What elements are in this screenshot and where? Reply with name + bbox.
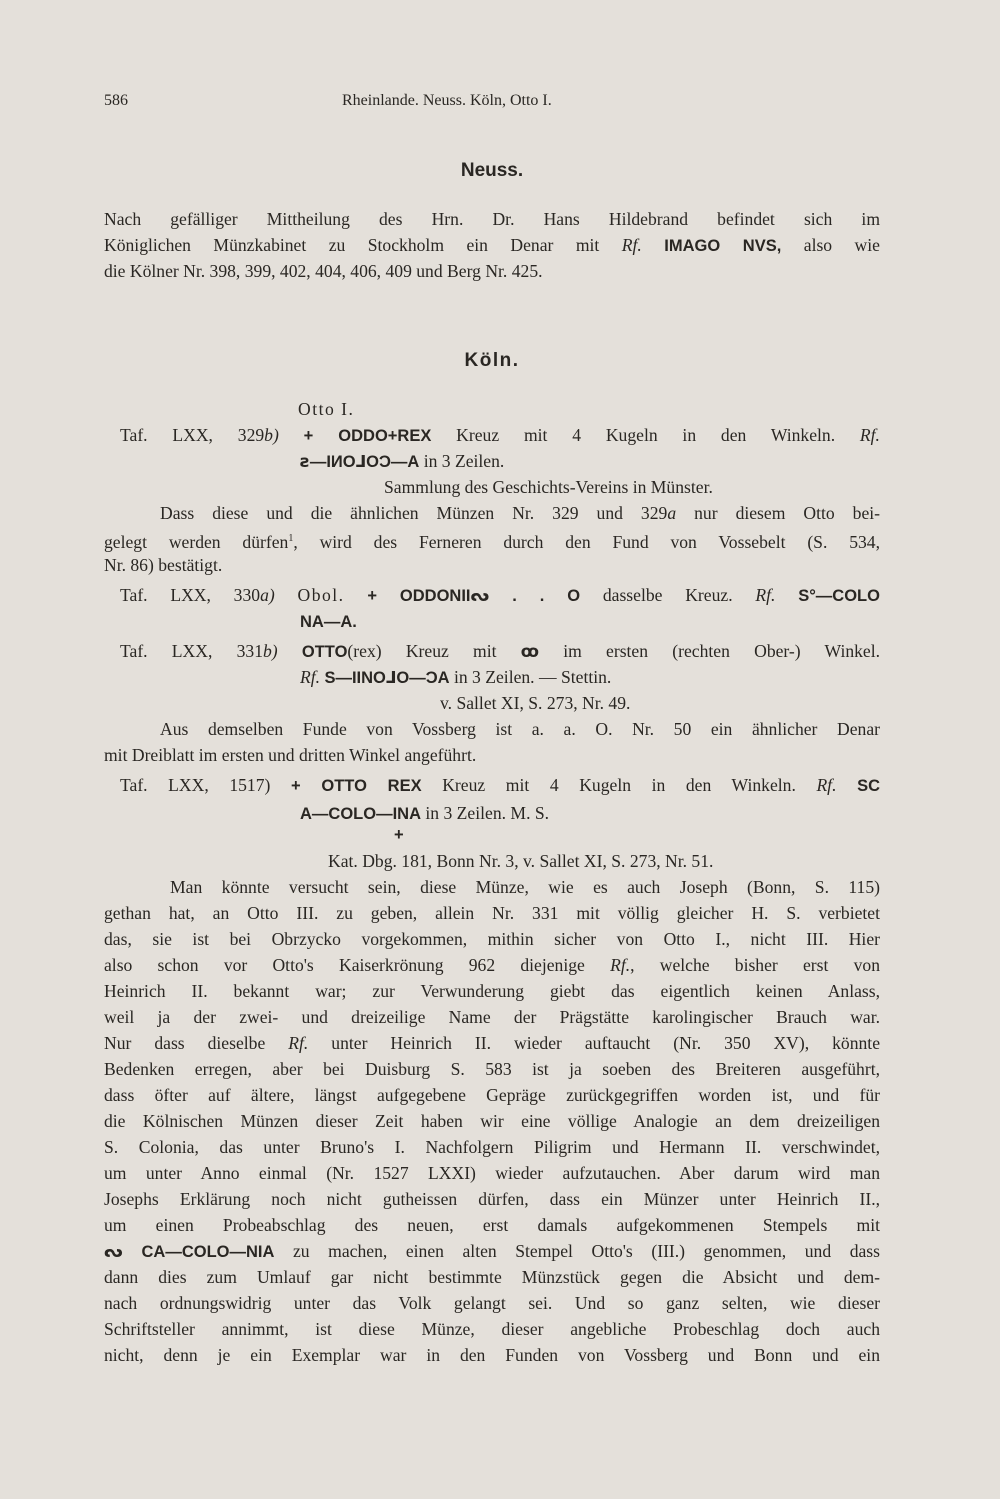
subheading-otto: Otto I. (298, 399, 355, 419)
text-line: um einen Probeabschlag des neuen, erst damals aufgekommenen Stempels mit (104, 1215, 880, 1235)
text-line: dass öfter auf ältere, längst aufgegebene Gepräge zurückgegriffen worden ist, und für (104, 1085, 880, 1105)
text-line: weil ja der zwei- und dreizeilige Name der Prägstätte karolingischer Brauch war. (104, 1007, 880, 1027)
running-title: Rheinlande. Neuss. Köln, Otto I. (342, 92, 552, 109)
text-line: um unter Anno einmal (Nr. 1527 LXXI) wieder aufzutauchen. Aber darum wird man (104, 1163, 880, 1183)
coin-legend: + ODDO+REX (303, 427, 432, 445)
running-header (104, 88, 880, 114)
text-line: Schriftsteller annimmt, ist diese Münze, dieser angebliche Probeschlag doch auch (104, 1319, 880, 1339)
coin-entry-331: Taf. LXX, 331b) OTTO(rex) Kreuz mit ꝏ im ersten (rechten Ober-) Winkel. (120, 641, 880, 661)
coin-legend: S—IINO⅃O—ƆA (324, 669, 450, 687)
text-line: S. Colonia, das unter Bruno's I. Nachfolgern Piligrim und Hermann II. verschwindet, (104, 1137, 880, 1157)
page-number: 586 (104, 92, 128, 109)
text-line: Nr. 86) bestätigt. (104, 555, 223, 575)
text-line: Josephs Erklärung noch nicht gutheissen dürfen, dass ein Münzer unter Heinrich II., (104, 1189, 880, 1209)
coin-legend: IMAGO NVS, (664, 237, 782, 255)
text-line: nicht, denn je ein Exemplar war in den Funden von Vossberg und Bonn und ein (104, 1345, 880, 1365)
text-line: Königlichen Münzkabinet zu Stockholm ein Denar mit Rf. IMAGO NVS, also wie (104, 235, 880, 255)
coin-legend: ᔓ CA—COLO—NIA (104, 1243, 275, 1261)
coin-entry-329-reverse: ꙅ—IИO⅃OƆ—A in 3 Zeilen. (300, 451, 505, 471)
coin-legend: S°—COLO (798, 587, 880, 605)
coin-source: v. Sallet XI, S. 273, Nr. 49. (440, 693, 631, 713)
section-heading-koeln: Köln. (464, 350, 520, 371)
coin-legend: + OTTO REX (290, 777, 422, 795)
text-line: die Kölner Nr. 398, 399, 402, 404, 406, 409 und Berg Nr. 425. (104, 261, 543, 281)
coin-legend: SC (857, 777, 880, 795)
text-line: Man könnte versucht sein, diese Münze, wie es auch Joseph (Bonn, S. 115) (170, 877, 880, 897)
cross-icon: + (394, 826, 404, 844)
text-line: also schon vor Otto's Kaiserkrönung 962 diejenige Rf., welche bisher erst von (104, 955, 880, 975)
coin-legend: NA—A. (300, 613, 357, 631)
text-line: Nach gefälliger Mittheilung des Hrn. Dr. Hans Hildebrand befindet sich im (104, 209, 880, 229)
coin-legend: OTTO (301, 643, 348, 661)
text-line: gelegt werden dürfen$^1$, wird des Ferneren durch den Fund von Vossebelt (S. 534, (104, 531, 880, 552)
text-line: Nur dass dieselbe Rf. unter Heinrich II. wieder auftaucht (Nr. 350 XV), könnte (104, 1033, 880, 1053)
coin-entry-329: Taf. LXX, 329b) + ODDO+REX Kreuz mit 4 Kugeln in den Winkeln. Rf. (120, 425, 880, 445)
text-line: gethan hat, an Otto III. zu geben, allein Nr. 331 mit völlig gleicher H. S. verbietet (104, 903, 880, 923)
text-line: das, sie ist bei Obrzycko vorgekommen, mithin sicher von Otto I., nicht III. Hier (104, 929, 880, 949)
coin-legend: A—COLO—INA (300, 805, 421, 823)
text-line: dann dies zum Umlauf gar nicht bestimmte Münzstück gegen die Absicht und dem- (104, 1267, 880, 1287)
coin-entry-1517-reverse: A—COLO—INA in 3 Zeilen. M. S. (300, 803, 550, 823)
coin-legend: + ODDONIIᔓ . . O (367, 587, 581, 605)
footnote-marker: 1 (288, 533, 294, 544)
section-heading-neuss: Neuss. (460, 160, 524, 181)
text-line: mit Dreiblatt im ersten und dritten Winkel angeführt. (104, 745, 477, 765)
text-line: Aus demselben Funde von Vossberg ist a. a. O. Nr. 50 ein ähnlicher Denar (160, 719, 880, 739)
coin-entry-330-reverse (300, 608, 880, 634)
coin-entry-330: Taf. LXX, 330a) Obol. + ODDONIIᔓ . . O dasselbe Kreuz. Rf. S°—COLO (120, 585, 880, 605)
text-line: die Kölnischen Münzen dieser Zeit haben wir eine völlige Analogie an dem dreizeiligen (104, 1111, 880, 1131)
coin-entry-1517: Taf. LXX, 1517) + OTTO REX Kreuz mit 4 Kugeln in den Winkeln. Rf. SC (120, 775, 880, 795)
text-line: Heinrich II. bekannt war; zur Verwunderung giebt das eigentlich keinen Anlass, (104, 981, 880, 1001)
coin-entry-331-reverse: Rf. S—IINO⅃O—ƆA in 3 Zeilen. — Stettin. (300, 667, 612, 687)
text-line: nach ordnungswidrig unter das Volk gelangt sei. Und so ganz selten, wie dieser (104, 1293, 880, 1313)
text-line: ᔓ CA—COLO—NIA zu machen, einen alten Stempel Otto's (III.) genommen, und dass (104, 1241, 880, 1261)
text-line: Bedenken erregen, aber bei Duisburg S. 583 ist ja soeben des Breiteren ausgeführt, (104, 1059, 880, 1079)
coin-legend: ꙅ—IИO⅃OƆ—A (300, 453, 420, 471)
trefoil-icon: ꝏ (520, 643, 539, 661)
coin-source: Kat. Dbg. 181, Bonn Nr. 3, v. Sallet XI, S. 273, Nr. 51. (328, 851, 714, 871)
coin-source: Sammlung des Geschichts-Vereins in Münster. (384, 477, 713, 497)
text-line: Dass diese und die ähnlichen Münzen Nr. 329 und 329a nur diesem Otto bei- (160, 503, 880, 523)
